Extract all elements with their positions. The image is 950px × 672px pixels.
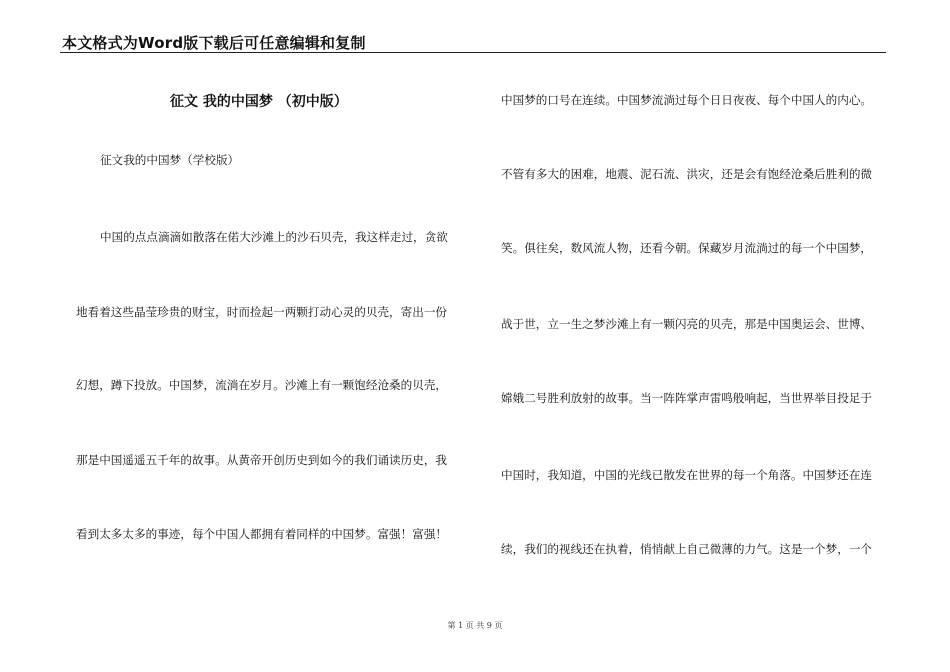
paragraph-line: 续，我们的视线还在执着，悄悄献上自己微薄的力气。这是一个梦，一个 <box>501 542 873 556</box>
paragraph-line: 地看着这些晶莹珍贵的财宝，时而捡起一两颗打动心灵的贝壳，寄出一份 <box>76 305 448 319</box>
paragraph-line: 不管有多大的困难，地震、泥石流、洪灾，还是会有饱经沧桑后胜利的微 <box>501 167 873 181</box>
paragraph-line: 中国梦的口号在连续。中国梦流淌过每个日日夜夜、每个中国人的内心。 <box>501 93 873 107</box>
paragraph-line: 征文我的中国梦（学校版） <box>100 153 240 167</box>
left-column <box>76 0 474 672</box>
paragraph-line: 中国时，我知道，中国的光线已散发在世界的每一个角落。中国梦还在连 <box>501 468 873 482</box>
paragraph-line: 那是中国遥遥五千年的故事。从黄帝开创历史到如今的我们诵读历史，我 <box>76 453 448 467</box>
paragraph-line: 看到太多太多的事迹，每个中国人都拥有着同样的中国梦。富强！富强！ <box>76 527 448 541</box>
document-title: 征文 我的中国梦 （初中版） <box>170 94 348 110</box>
page-number: 第 1 页 共 9 页 <box>447 621 503 630</box>
paragraph-line: 笑。俱往矣，数风流人物，还看今朝。保藏岁月流淌过的每一个中国梦， <box>501 241 873 255</box>
right-column <box>501 0 891 672</box>
paragraph-line: 中国的点点滴滴如散落在偌大沙滩上的沙石贝壳，我这样走过，贪欲 <box>100 230 448 244</box>
paragraph-line: 嫦娥二号胜利放射的故事。当一阵阵掌声雷鸣般响起，当世界举目投足于 <box>501 391 873 405</box>
paragraph-line: 战于世，立一生之梦沙滩上有一颗闪亮的贝壳，那是中国奥运会、世博、 <box>501 317 873 331</box>
paragraph-line: 幻想，蹲下投放。中国梦，流淌在岁月。沙滩上有一颗饱经沧桑的贝壳， <box>76 378 448 392</box>
download-banner: 本文格式为Word版下载后可任意编辑和复制 <box>62 34 366 52</box>
